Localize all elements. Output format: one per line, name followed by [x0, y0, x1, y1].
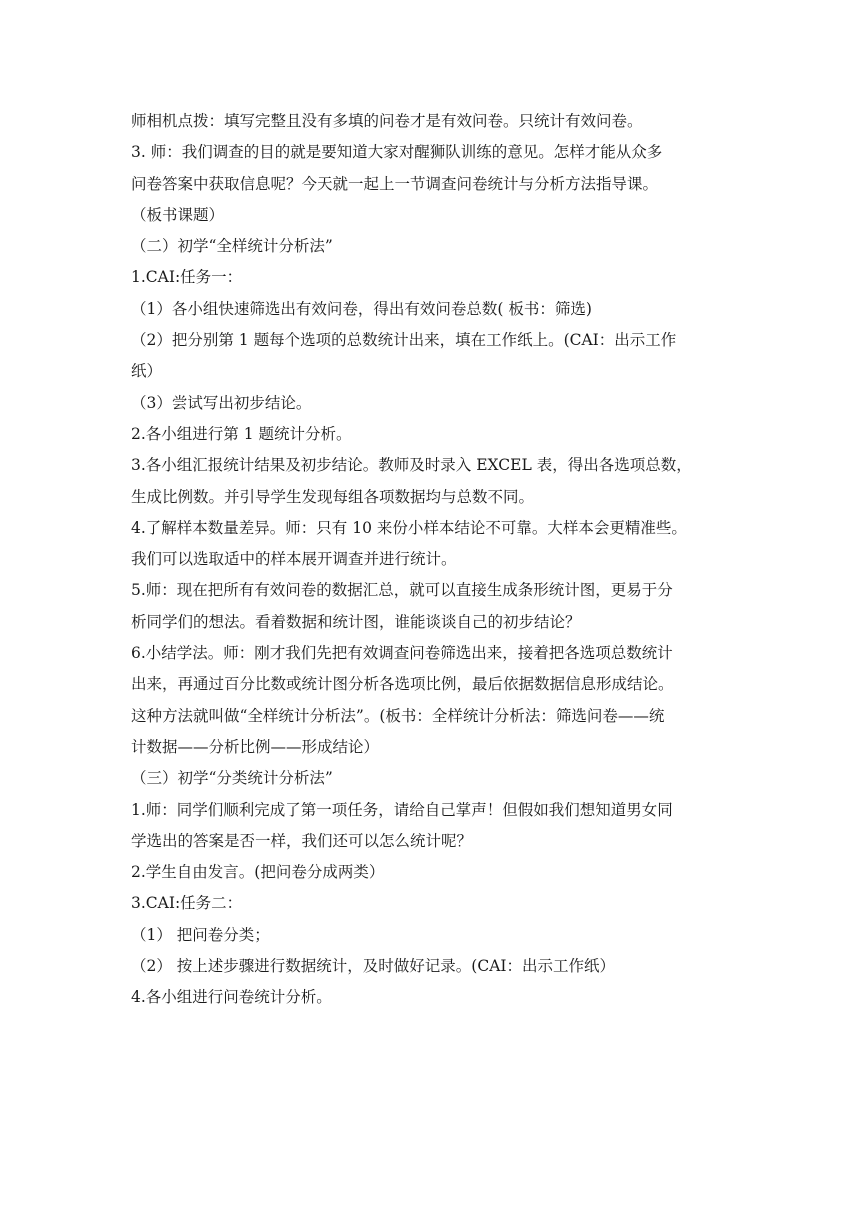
text-line: 析同学们的想法。看着数据和统计图，谁能谈谈自己的初步结论？ [131, 612, 581, 631]
text-line: 计数据——分析比例——形成结论） [131, 737, 380, 756]
text-line: 出来，再通过百分比数或统计图分析各选项比例，最后依据数据信息形成结论。 [131, 675, 674, 694]
text-line: 6.小结学法。师：刚才我们先把有效调查问卷筛选出来，接着把各选项总数统计 [131, 644, 673, 663]
text-line: 师相机点拨：填写完整且没有多填的问卷才是有效问卷。只统计有效问卷。 [131, 112, 643, 130]
text-line: 4.了解样本数量差异。师：只有 10 来份小样本结论不可靠。大样本会更精准些。 [131, 518, 687, 537]
text-line: 2.各小组进行第 1 题统计分析。 [131, 424, 352, 443]
text-line: （2） 按上述步骤进行数据统计，及时做好记录。(CAI：出示工作纸） [131, 957, 616, 976]
text-line: （2）把分别第 1 题每个选项的总数统计出来，填在工作纸上。(CAI：出示工作 [131, 331, 677, 350]
text-line: 2.学生自由发言。(把问卷分成两类） [131, 863, 385, 882]
text-line: （1） 把问卷分类； [131, 925, 270, 944]
text-line: 我们可以选取适中的样本展开调查并进行统计。 [131, 550, 457, 569]
text-line: 纸） [131, 362, 163, 381]
section-heading: （二）初学“全样统计分析法” [131, 237, 333, 256]
text-line: 1.师：同学们顺利完成了第一项任务，请给自己掌声！但假如我们想知道男女同 [131, 800, 673, 819]
text-line: 3. 师：我们调查的目的就是要知道大家对醒狮队训练的意见。怎样才能从众多 [131, 143, 663, 162]
document-body [131, 106, 731, 1014]
text-line: （3）尝试写出初步结论。 [131, 393, 312, 412]
text-line: （1）各小组快速筛选出有效问卷，得出有效问卷总数( 板书：筛选) [131, 299, 592, 318]
text-line: 3.各小组汇报统计结果及初步结论。教师及时录入 EXCEL 表，得出各选项总数， [131, 456, 692, 475]
text-line: 3.CAI:任务二： [131, 894, 243, 913]
text-line: 学选出的答案是否一样，我们还可以怎么统计呢？ [131, 831, 473, 850]
text-line: 4.各小组进行问卷统计分析。 [131, 988, 332, 1007]
section-heading: （三）初学“分类统计分析法” [131, 769, 333, 788]
text-line: 生成比例数。并引导学生发现每组各项数据均与总数不同。 [131, 487, 535, 506]
text-line: （板书课题） [131, 205, 225, 224]
text-line: 5.师：现在把所有有效问卷的数据汇总，就可以直接生成条形统计图，更易于分 [131, 581, 673, 600]
text-line: 这种方法就叫做“全样统计分析法”。(板书：全样统计分析法：筛选问卷——统 [131, 706, 665, 725]
text-line: 1.CAI:任务一： [131, 268, 243, 287]
text-line: 问卷答案中获取信息呢？今天就一起上一节调查问卷统计与分析方法指导课。 [131, 174, 659, 193]
